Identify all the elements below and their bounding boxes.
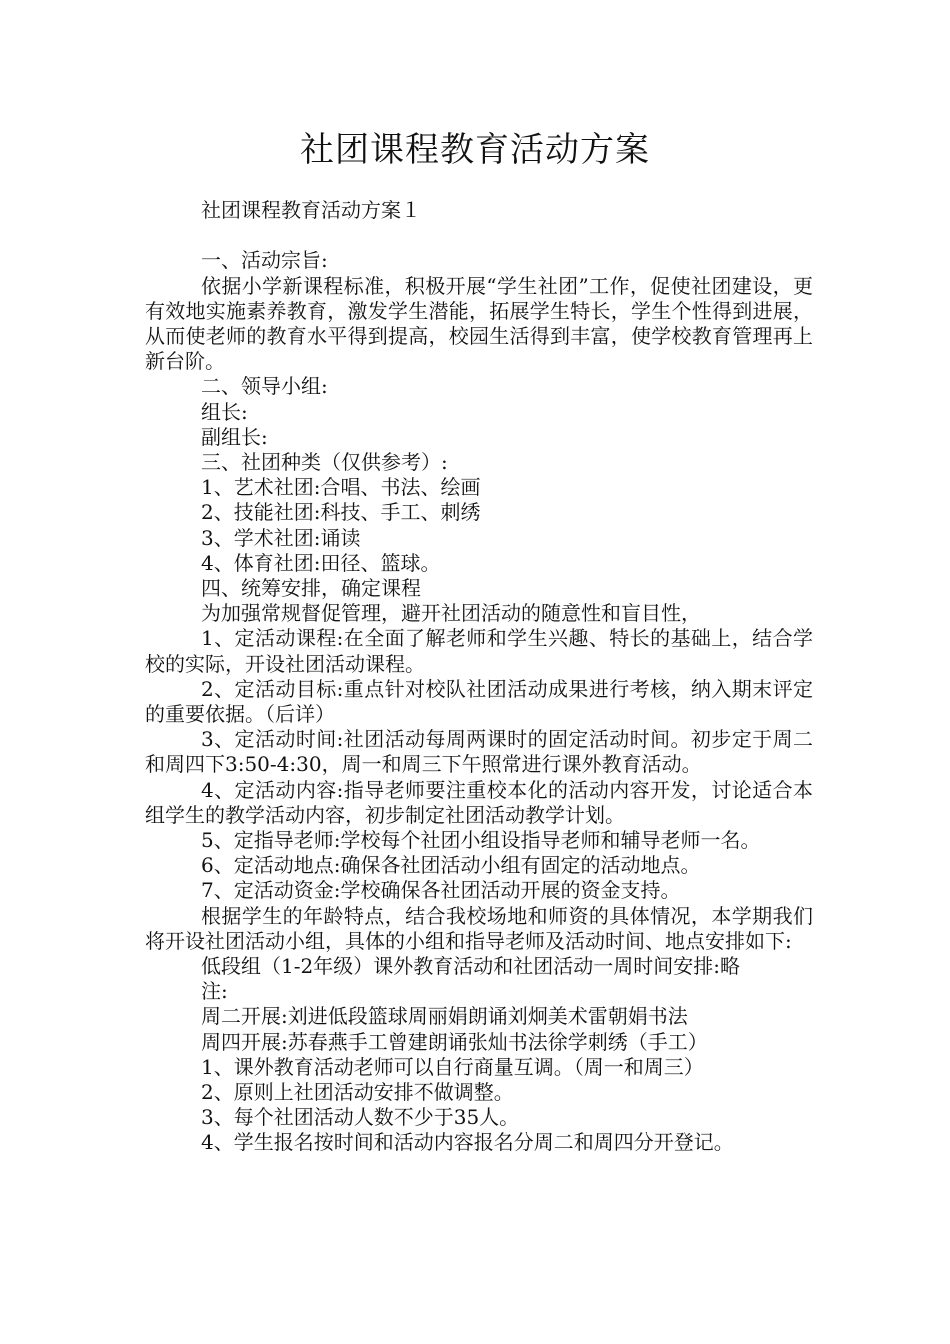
paragraph-semester-plan: 根据学生的年龄特点，结合我校场地和师资的具体情况，本学期我们将开设社团活动小组，具体的小组和指导老师及活动时间、地点安排如下: bbox=[145, 903, 813, 953]
note-item-4: 4、学生报名按时间和活动内容报名分周二和周四分开登记。 bbox=[201, 1130, 734, 1155]
paragraph-deputy-leader: 副组长: bbox=[201, 424, 268, 449]
section-heading-leadership: 二、领导小组: bbox=[201, 374, 328, 399]
list-item-funding: 7、定活动资金:学校确保各社团活动开展的资金支持。 bbox=[201, 878, 681, 903]
list-item-art-club: 1、艺术社团:合唱、书法、绘画 bbox=[201, 475, 481, 500]
section-heading-arrangement: 四、统筹安排，确定课程 bbox=[201, 576, 421, 601]
list-item-time: 3、定活动时间:社团活动每周两课时的固定活动时间。初步定于周二和周四下3:50-4:30，周一和周三下午照常进行课外教育活动。 bbox=[145, 727, 813, 777]
note-item-2: 2、原则上社团活动安排不做调整。 bbox=[201, 1080, 514, 1105]
schedule-tuesday: 周二开展:刘进低段篮球周丽娟朗诵刘炯美术雷朝娟书法 bbox=[201, 1004, 688, 1029]
note-item-1: 1、课外教育活动老师可以自行商量互调。（周一和周三） bbox=[201, 1054, 704, 1079]
list-item-location: 6、定活动地点:确保各社团活动小组有固定的活动地点。 bbox=[201, 853, 701, 878]
list-item-course: 1、定活动课程:在全面了解老师和学生兴趣、特长的基础上，结合学校的实际，开设社团活动课程。 bbox=[145, 626, 813, 676]
document-body bbox=[145, 198, 813, 1156]
section-heading-purpose: 一、活动宗旨: bbox=[201, 248, 328, 273]
blank-line bbox=[145, 223, 813, 248]
note-heading: 注: bbox=[201, 979, 228, 1004]
list-item-goal: 2、定活动目标:重点针对校队社团活动成果进行考核，纳入期末评定的重要依据。（后详） bbox=[145, 676, 813, 727]
paragraph-low-grade-schedule: 低段组（1-2年级）课外教育活动和社团活动一周时间安排:略 bbox=[201, 954, 740, 979]
list-item-skill-club: 2、技能社团:科技、手工、刺绣 bbox=[201, 500, 481, 525]
list-item-teacher: 5、定指导老师:学校每个社团小组设指导老师和辅导老师一名。 bbox=[201, 828, 761, 853]
list-item-content: 4、定活动内容:指导老师要注重校本化的活动内容开发，讨论适合本组学生的教学活动内容，初步制定社团活动教学计划。 bbox=[145, 777, 813, 827]
note-item-3: 3、每个社团活动人数不少于35人。 bbox=[201, 1105, 520, 1130]
schedule-thursday: 周四开展:苏春燕手工曾建朗诵张灿书法徐学刺绣（手工） bbox=[201, 1029, 708, 1054]
paragraph-purpose: 依据小学新课程标准，积极开展“学生社团”工作，促使社团建设，更有效地实施素养教育，激发学生潜能，拓展学生特长，学生个性得到进展，从而使老师的教育水平得到提高，校园生活得到丰富，使学校教育管理再上新台阶。 bbox=[145, 273, 813, 374]
paragraph-management: 为加强常规督促管理，避开社团活动的随意性和盲目性， bbox=[201, 601, 701, 626]
paragraph-leader: 组长: bbox=[201, 399, 248, 424]
list-item-academic-club: 3、学术社团:诵读 bbox=[201, 525, 361, 550]
document-title: 社团课程教育活动方案 bbox=[300, 130, 650, 170]
list-item-sports-club: 4、体育社团:田径、篮球。 bbox=[201, 550, 441, 575]
section-heading-club-types: 三、社团种类（仅供参考）: bbox=[201, 450, 448, 474]
document-subtitle: 社团课程教育活动方案１ bbox=[201, 198, 421, 222]
